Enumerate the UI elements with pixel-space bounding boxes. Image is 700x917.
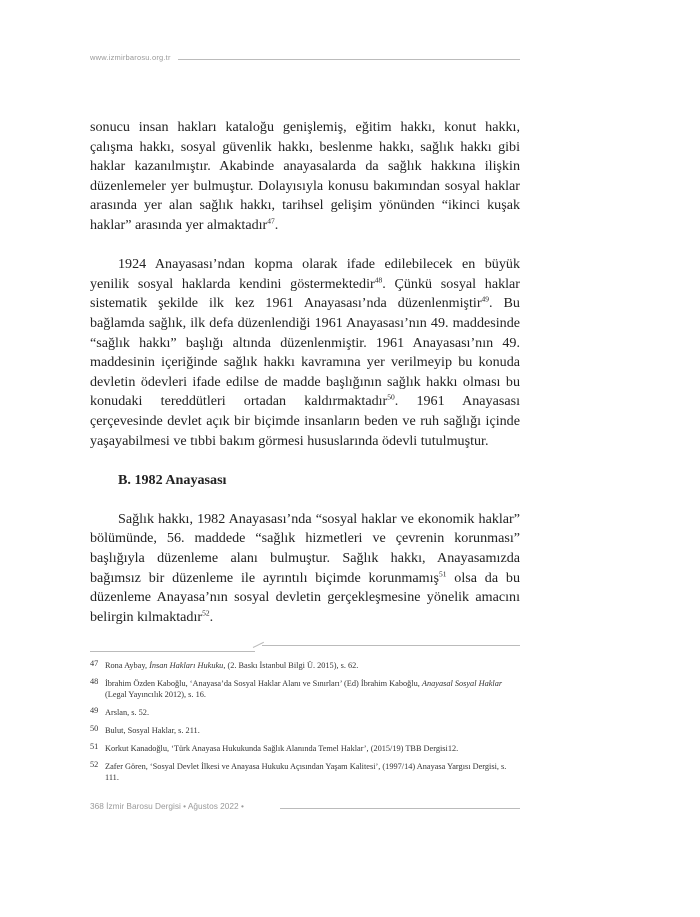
header-url: www.izmirbarosu.org.tr [90, 53, 171, 62]
paragraph-3: Sağlık hakkı, 1982 Anayasası’nda “sosyal haklar ve ekonomik haklar” bölümünde, 56. maddede “sağlık hizmetleri ve çevrenin korunması” başlığıyla düzenleme alanı bulmuştur. Sağlık hakkı, Anayasamızda bağımsız bir düzenleme ile ayrıntılı biçimde korunmamış$^{51}$ olsa da bu düzenleme Anayasa’nın sosyal devletin gerçekleşmesine yönelik amacını belirgin kılmaktadır$^{52}$. [90, 510, 520, 625]
footnote-52: 52 Zafer Gören, ‘Sosyal Devlet İlkesi ve Anayasa Hukuku Açısından Yaşam Kalitesi’, (1997/14) Anayasa Yargısı Dergisi, s. 111. [90, 759, 507, 783]
paragraph-2: 1924 Anayasası’ndan kopma olarak ifade edilebilecek en büyük yenilik sosyal haklarda kendini göstermektedir$^{48}$. Çünkü sosyal haklar sistematik şekilde ilk kez 1961 Anayasası’nda düzenlenmiştir$^{49}$. Bu bağlamda sağlık, ilk defa düzenlendiği 1961 Anayasası’nın 49. maddesinde “sağlık hakkı” başlığı altında düzenlenmiştir. 1961 Anayasası’nın 49. maddesinin içeriğinde sağlık hakkı kavramına yer verilmeyip bu konuda devletin ödevleri ifade edilse de madde başlığının sağlık hakkı olması bu konudaki tereddütleri ortadan kaldırmaktadır$^{50}$. 1961 Anayasası çerçevesinde devlet açık bir biçimde insanların beden ve ruh sağlığı içinde yaşayabilmesi ve tıbbi bakım görmesi hususlarında ödevli tutulmuştur. [90, 256, 521, 449]
footnote-51: 51 Korkut Kanadoğlu, ‘Türk Anayasa Hukukunda Sağlık Alanında Temel Haklar’, (2015/19) TBB Dergisi12. [90, 741, 459, 753]
footnote-separator [90, 645, 520, 657]
page-footer [90, 801, 520, 815]
page-header [90, 53, 520, 67]
footnote-ref-52[interactable]: 52 [202, 608, 210, 618]
footnote-ref-48[interactable]: 48 [374, 275, 383, 285]
footnote-48: 48 İbrahim Özden Kaboğlu, ‘Anayasa’da Sosyal Haklar Alanı ve Sınırları’ (Ed) İbrahim Kaboğlu, Anayasal Sosyal Haklar (Legal Yayıncılık 2012), s. 16. [90, 676, 503, 700]
paragraph-1: sonucu insan hakları kataloğu genişlemiş, eğitim hakkı, konut hakkı, çalışma hakkı, sosyal güvenlik hakkı, beslenme hakkı, sağlık hakkı gibi haklar kazanılmıştır. Akabinde anayasalarda da sağlık hakkına ilişkin düzenlemeler yer bulmuştur. Dolayısıyla konusu bakımından sosyal haklar arasında yer alan sağlık hakkı, tarihsel gelişim yönünden “ikinci kuşak haklar” arasında yer almaktadır$^{47}$. [90, 119, 520, 233]
footnote-ref-50[interactable]: 50 [387, 392, 395, 402]
footnote-47: 47 Rona Aybay, İnsan Hakları Hukuku, (2. Baskı İstanbul Bilgi Ü. 2015), s. 62. [90, 659, 359, 670]
footnote-ref-49[interactable]: 49 [481, 294, 490, 304]
section-heading: B. 1982 Anayasası [118, 471, 227, 488]
footer-text: 368 İzmir Barosu Dergisi • Ağustos 2022 • [90, 801, 248, 811]
header-rule [178, 59, 520, 60]
footnote-ref-47[interactable]: 47 [267, 216, 275, 226]
main-text [90, 118, 520, 627]
footnote-50: 50 Bulut, Sosyal Haklar, s. 211. [90, 723, 200, 735]
footnotes [90, 660, 522, 790]
footnote-ref-51[interactable]: 51 [438, 568, 447, 578]
footnote-49: 49 Arslan, s. 52. [90, 706, 150, 718]
footer-rule [280, 808, 520, 809]
